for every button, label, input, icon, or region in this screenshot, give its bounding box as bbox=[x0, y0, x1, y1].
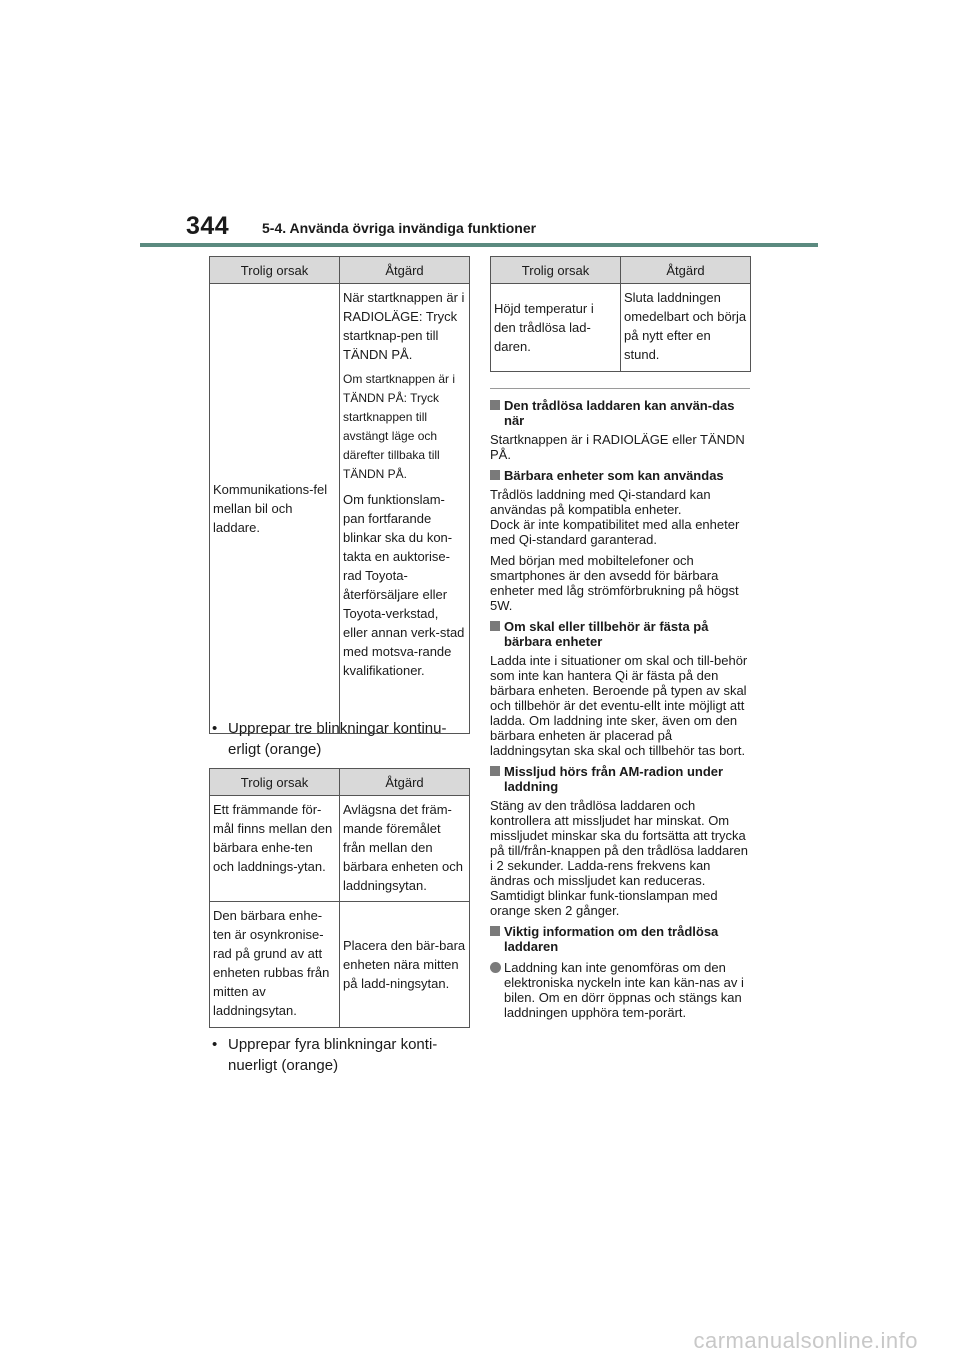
paragraph: Trådlös laddning med Qi-standard kan användas på kompatibla enheter. Dock är inte kompatibilitet med alla enheter med Qi-standard garanterad. bbox=[490, 487, 740, 547]
table-row bbox=[210, 902, 470, 1028]
cause-cell: Kommunikations-fel mellan bil och laddare. bbox=[210, 284, 340, 734]
table-row bbox=[491, 284, 751, 372]
action-cell: Sluta laddningen omedelbart och börja på nytt efter en stund. bbox=[621, 284, 751, 372]
troubleshoot-table-2 bbox=[209, 768, 470, 1028]
heading-cases-accessories: Om skal eller tillbehör är fästa på bärbara enheter bbox=[490, 619, 752, 649]
bullet-dot: • bbox=[212, 1036, 218, 1053]
action-cell bbox=[340, 284, 470, 734]
section-title: 5-4. Använda övriga invändiga funktioner bbox=[262, 220, 537, 236]
action-step-3: Om funktionslam-pan fortfarande blinkar ska du kon-takta en auktorise-rad Toyota-återförsäljare eller Toyota-verkstad, eller annan verk-stad med motsva-rande kvalifikationer. bbox=[343, 492, 465, 678]
header-rule bbox=[140, 243, 818, 247]
square-bullet-icon bbox=[490, 470, 500, 480]
table-header-action: Åtgärd bbox=[340, 257, 470, 284]
bullet-dot: • bbox=[212, 720, 218, 737]
bullet-text: Upprepar tre blinkningar kontinu-erligt (orange) bbox=[228, 720, 447, 758]
section-divider bbox=[490, 388, 750, 389]
page-number: 344 bbox=[186, 212, 230, 240]
cause-cell: Höjd temperatur i den trådlösa lad-daren. bbox=[491, 284, 621, 372]
table-header-cause: Trolig orsak bbox=[210, 769, 340, 796]
circle-bullet-icon bbox=[490, 962, 501, 973]
square-bullet-icon bbox=[490, 621, 500, 631]
heading-compatible-devices: Bärbara enheter som kan användas bbox=[490, 468, 752, 483]
info-bullet: Laddning kan inte genomföras om den elektroniska nyckeln inte kan kän-nas av i bilen. Om en dörr öppnas och stängs kan laddningen upphöra tem-porärt. bbox=[490, 960, 752, 1020]
troubleshoot-table-1 bbox=[209, 256, 470, 734]
heading-important-info: Viktig information om den trådlösa laddaren bbox=[490, 924, 752, 954]
action-cell: Placera den bär-bara enheten nära mitten på ladd-ningsytan. bbox=[340, 902, 470, 1028]
square-bullet-icon bbox=[490, 400, 500, 410]
table-header-cause: Trolig orsak bbox=[210, 257, 340, 284]
action-step-1: När startknappen är i RADIOLÄGE: Tryck startknap-pen till TÄNDN PÅ. bbox=[343, 290, 465, 362]
paragraph: Startknappen är i RADIOLÄGE eller TÄNDN PÅ. bbox=[490, 432, 745, 462]
blink-pattern-three bbox=[212, 718, 474, 760]
table-row bbox=[210, 796, 470, 902]
info-column bbox=[490, 392, 752, 1020]
blink-pattern-four bbox=[212, 1034, 474, 1076]
paragraph: Med början med mobiltelefoner och smartphones är den avsedd för bärbara enheter med låg strömförbrukning på högst 5W. bbox=[490, 553, 739, 613]
table-header-action: Åtgärd bbox=[340, 769, 470, 796]
troubleshoot-table-3 bbox=[490, 256, 751, 372]
cause-cell: Ett främmande för-mål finns mellan den bärbara enhe-ten och laddnings-ytan. bbox=[210, 796, 340, 902]
bullet-text: Upprepar fyra blinkningar konti-nuerligt (orange) bbox=[228, 1036, 438, 1074]
action-step-2: Om startknappen är i TÄNDN PÅ: Tryck startknappen till avstängt läge och därefter tillbaka till TÄNDN PÅ. bbox=[343, 372, 456, 481]
watermark: carmanualsonline.info bbox=[693, 1328, 918, 1353]
paragraph: Ladda inte i situationer om skal och till-behör som inte kan hantera Qi är fästa på den bärbara enheten. Beroende på typen av skal och tillbehör är det eventu-ellt inte möjligt att ladda. Om laddning inte sker, även om den bärbara enheten är placerad på laddningsytan ska skal och tillbehör tas bort. bbox=[490, 653, 748, 758]
cause-cell: Den bärbara enhe-ten är osynkronise-rad på grund av att enheten rubbas från mitten av laddningsytan. bbox=[210, 902, 340, 1028]
heading-am-radio-noise: Missljud hörs från AM-radion under laddning bbox=[490, 764, 752, 794]
square-bullet-icon bbox=[490, 766, 500, 776]
table-header-cause: Trolig orsak bbox=[491, 257, 621, 284]
table-header-action: Åtgärd bbox=[621, 257, 751, 284]
table-row bbox=[210, 284, 470, 734]
action-cell: Avlägsna det främ-mande föremålet från mellan den bärbara enheten och laddningsytan. bbox=[340, 796, 470, 902]
heading-when-usable: Den trådlösa laddaren kan använ-das när bbox=[490, 398, 752, 428]
paragraph: Stäng av den trådlösa laddaren och kontrollera att missljudet har minskat. Om missljudet minskar ska du fortsätta att trycka på till/från-knappen på den trådlösa laddaren i 2 sekunder. Ladda-rens frekvens kan ändras och missljudet kan reduceras. Samtidigt blinkar funk-tionslampan med orange sken 2 gånger. bbox=[490, 798, 749, 918]
square-bullet-icon bbox=[490, 926, 500, 936]
